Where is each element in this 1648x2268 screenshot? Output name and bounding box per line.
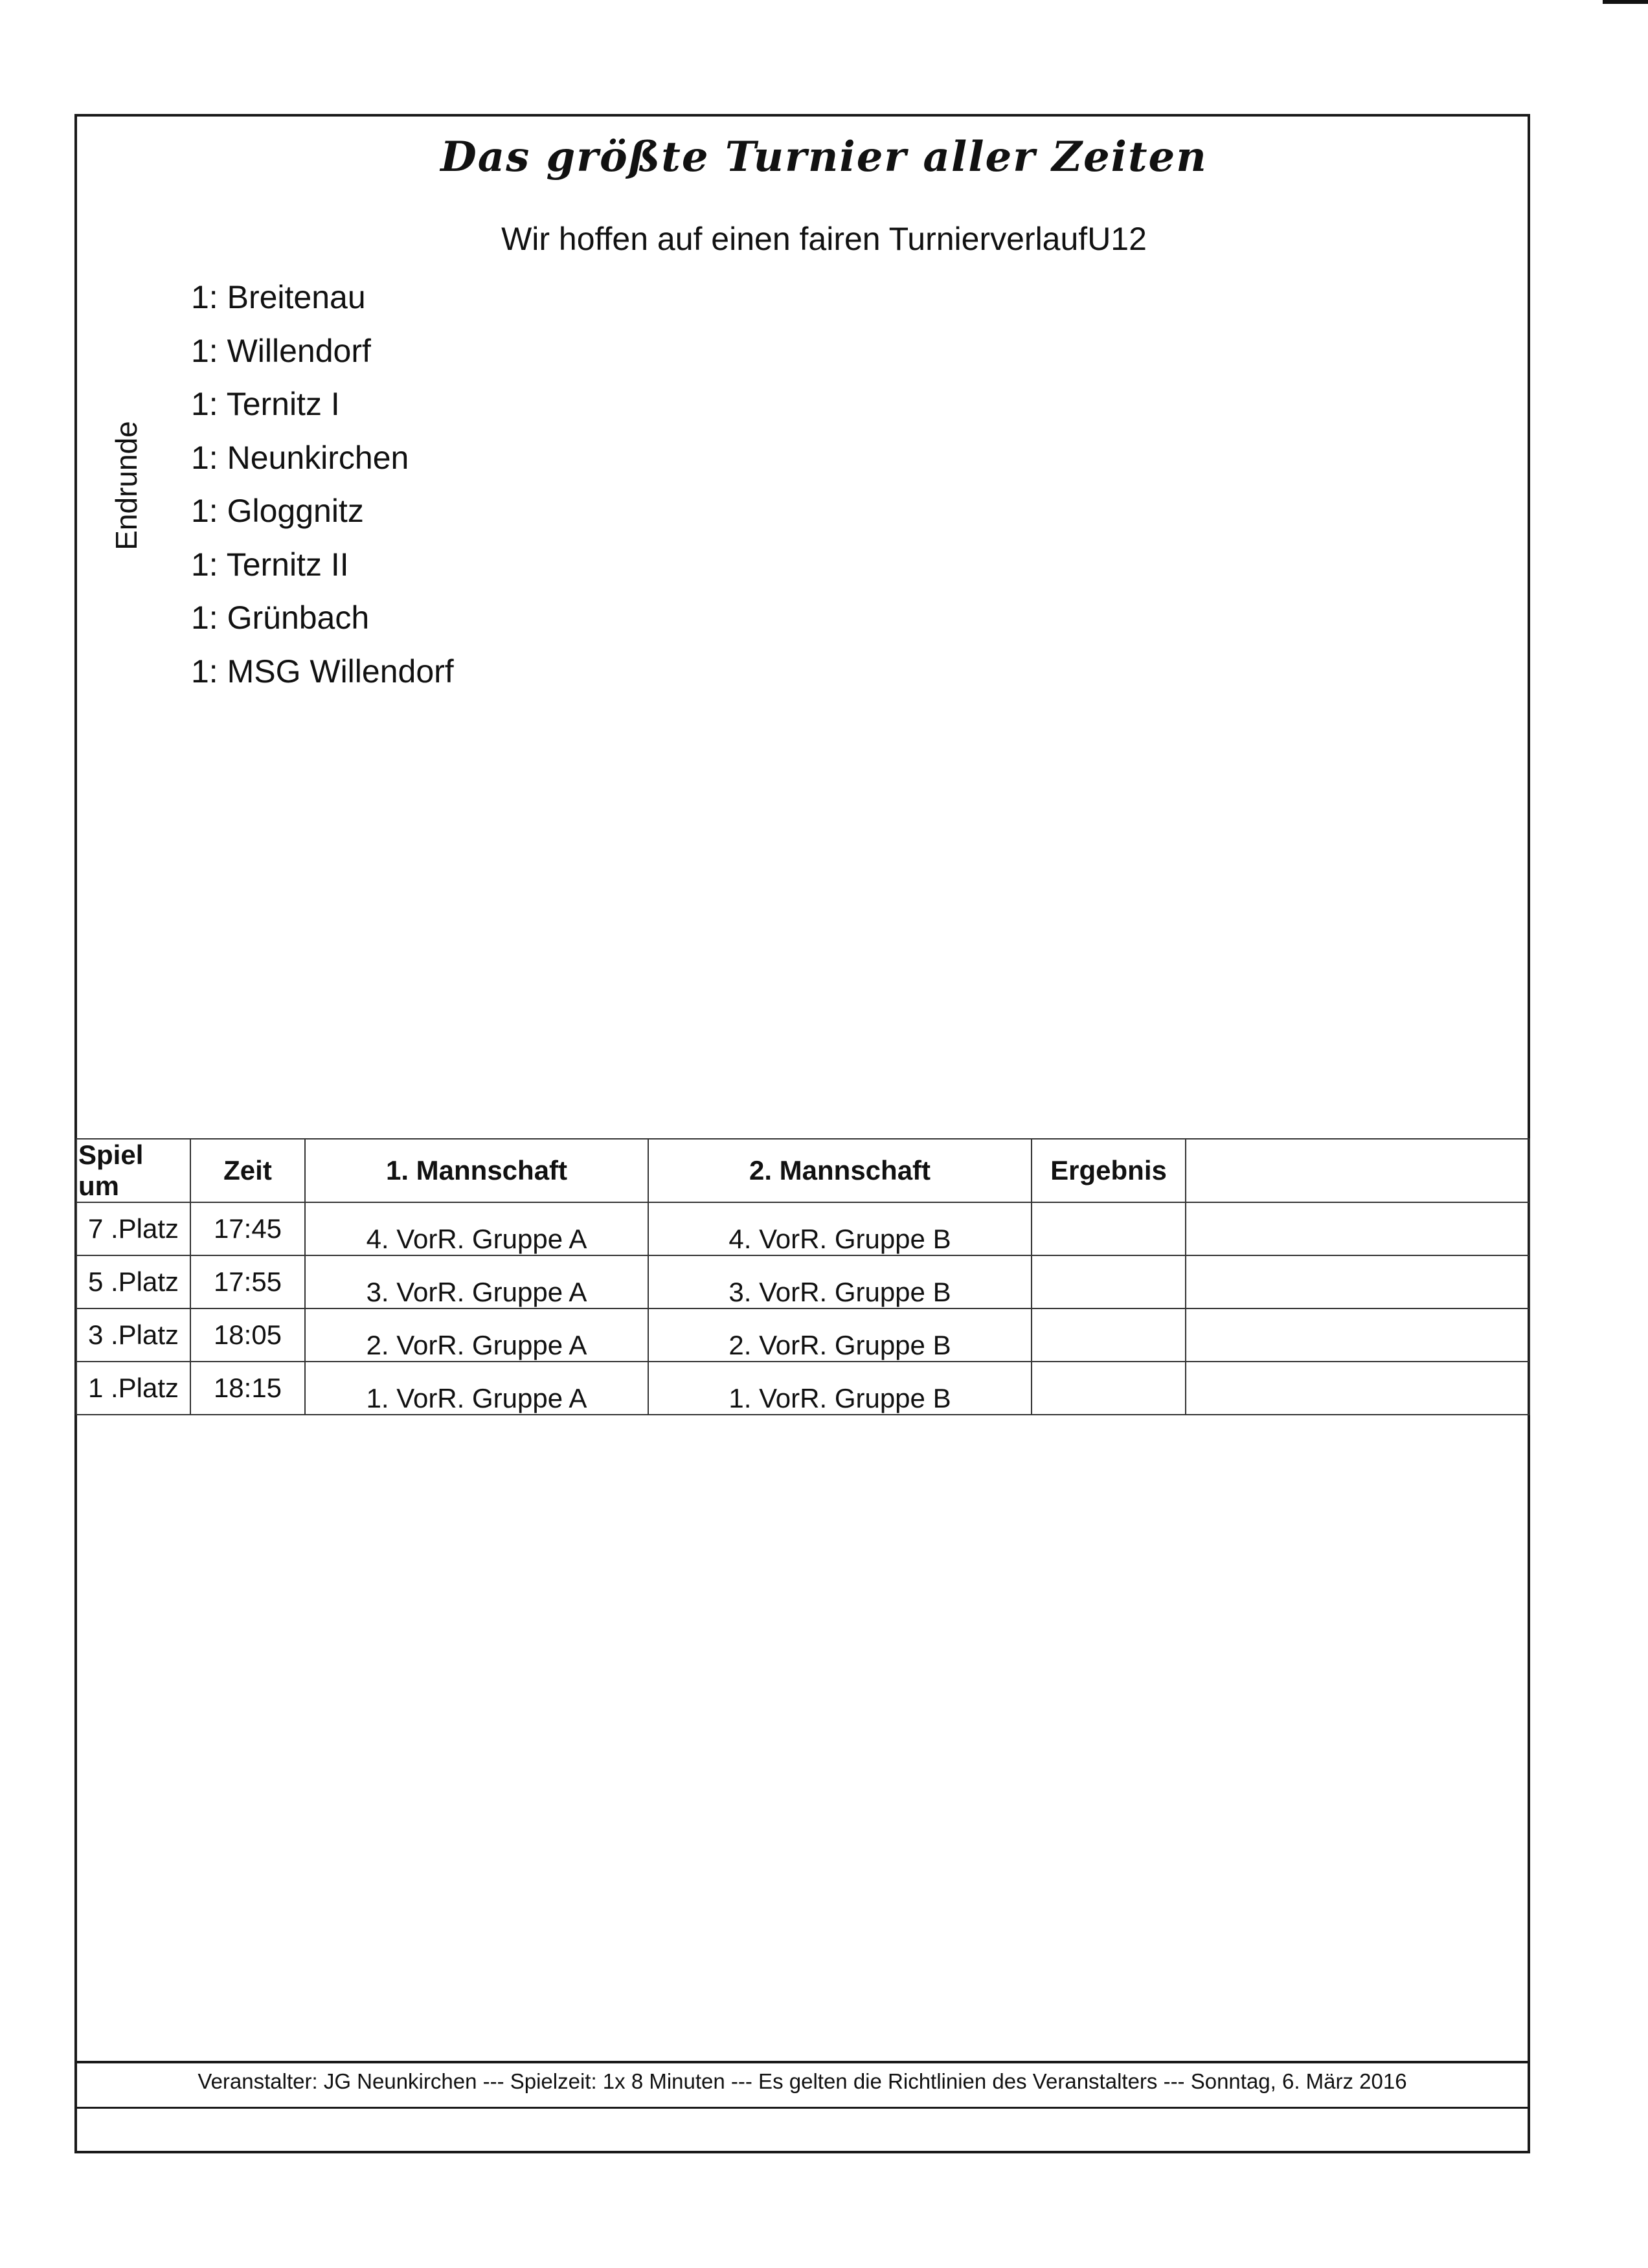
page-subtitle: Wir hoffen auf einen fairen TurnierverlaufU12 [501,221,1147,257]
team-list [191,271,454,698]
cell-extra [1186,1255,1529,1308]
cell-zeit: 17:45 [190,1202,305,1255]
cell-extra [1186,1202,1529,1255]
header-ergebnis: Ergebnis [1032,1139,1186,1202]
table-row [76,1255,1529,1308]
cell-spiel-um: 7 .Platz [76,1202,190,1255]
table-header-row [76,1139,1529,1202]
cell-zeit: 17:55 [190,1255,305,1308]
header-extra [1186,1139,1529,1202]
cell-extra [1186,1308,1529,1362]
cell-team-1: 2. VorR. Gruppe A [305,1308,648,1362]
cell-team-2: 4. VorR. Gruppe B [648,1202,1032,1255]
table-row [76,1362,1529,1415]
cell-zeit: 18:15 [190,1362,305,1415]
cell-extra [1186,1362,1529,1415]
cell-team-2: 2. VorR. Gruppe B [648,1308,1032,1362]
team-item: 1: Ternitz II [191,546,349,583]
team-item: 1: Neunkirchen [191,439,409,476]
cell-team-1: 1. VorR. Gruppe A [305,1362,648,1415]
cell-zeit: 18:05 [190,1308,305,1362]
cell-team-2: 1. VorR. Gruppe B [648,1362,1032,1415]
cell-ergebnis [1032,1202,1186,1255]
cell-ergebnis [1032,1362,1186,1415]
team-item: 1: MSG Willendorf [191,653,454,690]
team-item: 1: Breitenau [191,279,366,315]
team-item: 1: Willendorf [191,332,371,369]
header-mannschaft-2: 2. Mannschaft [648,1139,1032,1202]
footer-divider-top [74,2061,1530,2063]
cell-spiel-um: 1 .Platz [76,1362,190,1415]
cell-team-1: 4. VorR. Gruppe A [305,1202,648,1255]
cell-team-2: 3. VorR. Gruppe B [648,1255,1032,1308]
cell-spiel-um: 5 .Platz [76,1255,190,1308]
team-item: 1: Grünbach [191,600,370,636]
team-item: 1: Ternitz I [191,386,340,422]
table-row [76,1202,1529,1255]
team-item: 1: Gloggnitz [191,493,364,529]
games-table [76,1138,1530,1415]
footer-text: Veranstalter: JG Neunkirchen --- Spielzeit: 1x 8 Minuten --- Es gelten die Richtlinien des Veranstalters --- Sonntag, 6. März 2016 [198,2069,1407,2093]
cell-team-1: 3. VorR. Gruppe A [305,1255,648,1308]
cell-ergebnis [1032,1255,1186,1308]
footer-divider-bottom [74,2107,1530,2109]
page-title: Das größte Turnier aller Zeiten [440,133,1208,181]
section-label: Endrunde [109,421,143,550]
header-spiel-um: Spiel um [76,1139,190,1202]
cell-ergebnis [1032,1308,1186,1362]
header-mannschaft-1: 1. Mannschaft [305,1139,648,1202]
header-zeit: Zeit [190,1139,305,1202]
scan-mark [1603,0,1648,4]
table-row [76,1308,1529,1362]
cell-spiel-um: 3 .Platz [76,1308,190,1362]
